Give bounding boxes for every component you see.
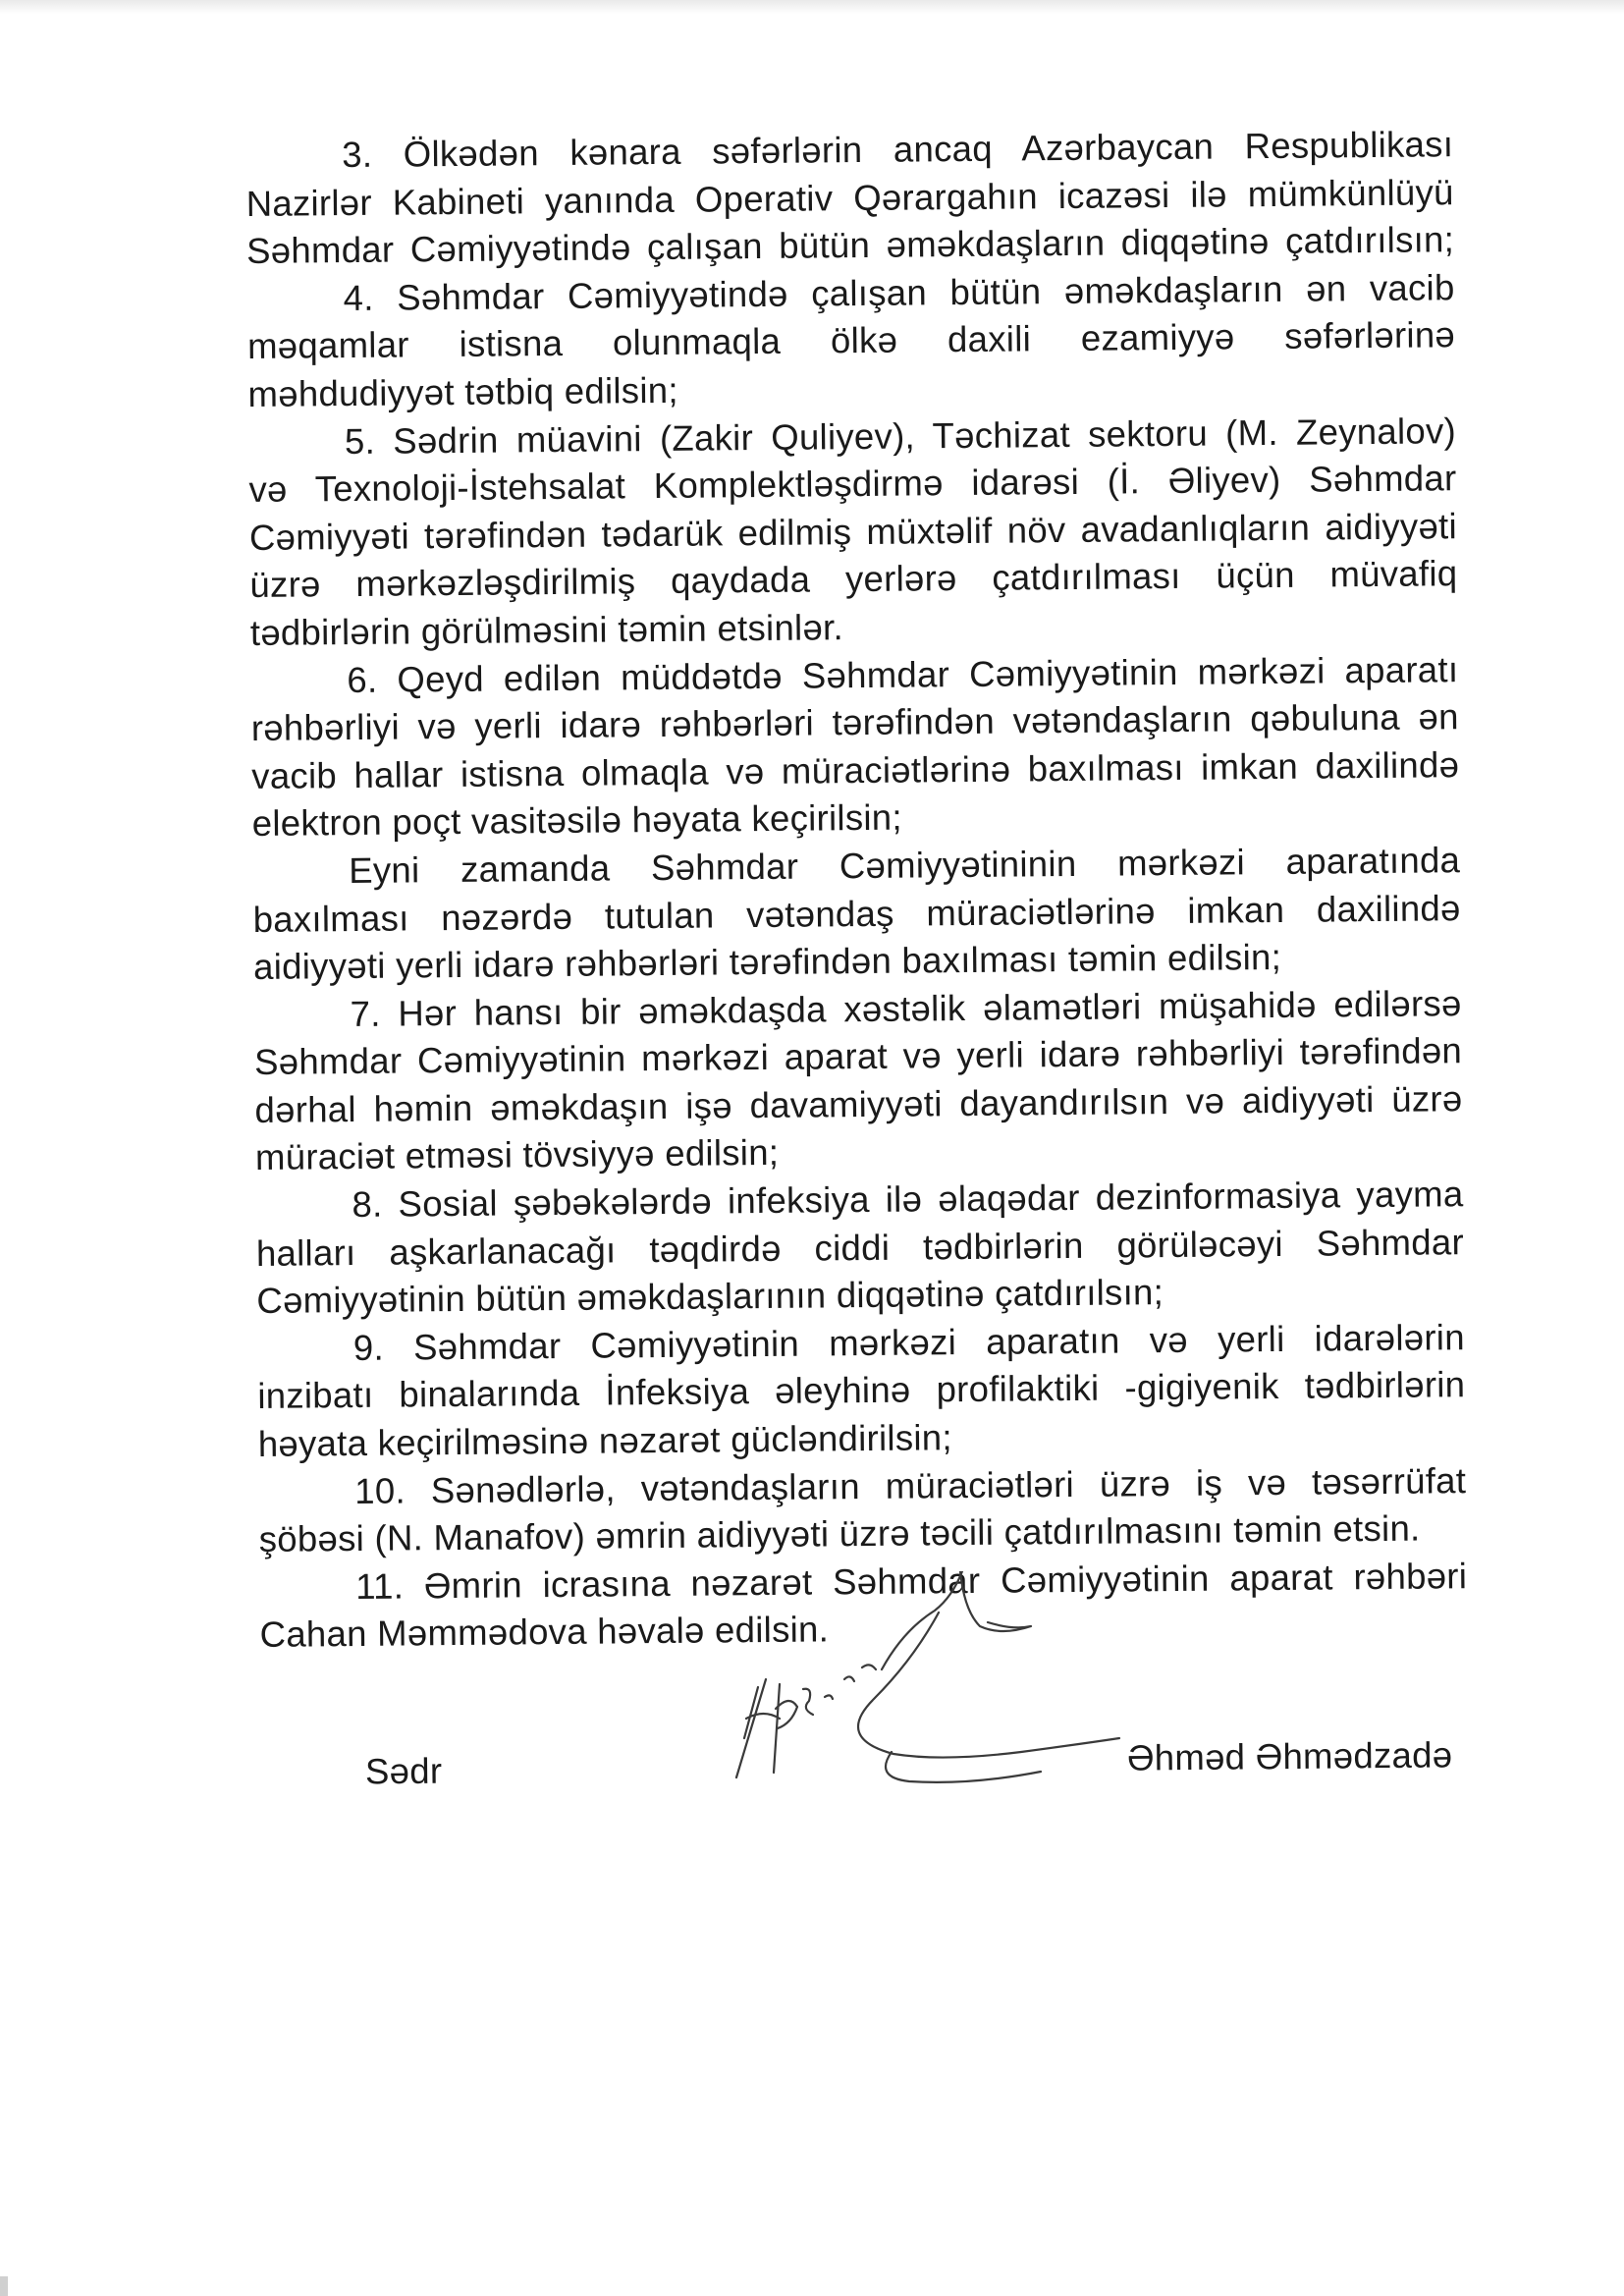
scan-shadow-top [0, 0, 1624, 14]
paragraph-item-5 [248, 408, 1458, 658]
paragraph-item-9 [257, 1314, 1466, 1469]
text-line: və Texnoloji-İstehsalat Komplektləşdirmə idarəsi (İ. Əliyev) Səhmdar [248, 458, 1457, 511]
handwritten-signature [707, 1571, 1178, 1827]
text-line: 3. Ölkədən kənara səfərlərin ancaq Azərbaycan Respublikası [342, 124, 1454, 176]
signatory-title: Sədr [364, 1750, 443, 1792]
text-line: şöbəsi (N. Manafov) əmrin aidiyyəti üzrə təcili çatdırılmasını təmin etsin. [258, 1507, 1421, 1560]
signatory-name: Əhməd Əhmədzadə [1126, 1734, 1453, 1778]
text-line: 9. Səhmdar Cəmiyyətinin mərkəzi aparatın və yerli idarələrin [352, 1316, 1466, 1368]
text-line: Səhmdar Cəmiyyətində çalışan bütün əməkdaşların diqqətinə çatdırılsın; [245, 219, 1455, 272]
text-line: 8. Sosial şəbəkələrdə infeksiya ilə əlaqədar dezinformasiya yayma [352, 1174, 1464, 1226]
text-line: inzibatı binalarında İnfeksiya əleyhinə profilaktiki -gigiyenik tədbirlərin [257, 1364, 1466, 1417]
text-line: baxılması nəzərdə tutulan vətəndaş müraciətlərinə imkan daxilində [252, 887, 1461, 940]
text-line: vacib hallar istisna olmaqla və müraciətlərinə baxılması imkan daxilində [251, 743, 1460, 796]
text-line: dərhal həmin əməkdaşın işə davamiyyəti dayandırılsın və aidiyyəti üzrə [254, 1078, 1463, 1130]
paragraph-item-3 [245, 121, 1454, 276]
paragraph-item-4 [246, 264, 1455, 419]
text-line: həyata keçirilməsinə nəzarət gücləndirilsin; [257, 1417, 953, 1464]
text-line: rəhbərliyi və yerli idarə rəhbərləri tərəfindən vətəndaşların qəbuluna ən [250, 696, 1459, 749]
paragraph-item-6-continued [252, 837, 1461, 992]
text-line: Eyni zamanda Səhmdar Cəmiyyətininin mərkəzi aparatında [349, 840, 1461, 891]
text-line: Cəmiyyəti tərəfindən tədarük edilmiş müxtəlif növ avadanlıqların aidiyyəti [248, 505, 1458, 558]
text-line: müraciət etməsi tövsiyyə edilsin; [254, 1132, 780, 1178]
scan-corner-mark [0, 2276, 8, 2296]
text-line: 6. Qeyd edilən müddətdə Səhmdar Cəmiyyətinin mərkəzi aparatı [347, 648, 1459, 700]
text-line: aidiyyəti yerli idarə rəhbərləri tərəfindən baxılması təmin edilsin; [252, 937, 1282, 988]
text-line: Səhmdar Cəmiyyətinin mərkəzi aparat və yerli idarə rəhbərliyi tərəfindən [253, 1030, 1463, 1083]
document-body [245, 121, 1468, 1660]
paragraph-item-10 [258, 1457, 1467, 1564]
paragraph-item-6 [250, 646, 1460, 848]
text-line: 7. Hər hansı bir əməkdaşda xəstəlik əlamətləri müşahidə edilərsə [350, 982, 1462, 1034]
text-line: 10. Sənədlərlə, vətəndaşların müraciətləri üzrə iş və təsərrüfat [354, 1459, 1467, 1511]
text-line: məhdudiyyət tətbiq edilsin; [247, 369, 678, 414]
text-line: Nazirlər Kabineti yanında Operativ Qərargahın icazəsi ilə mümkünlüyü [245, 171, 1454, 224]
paragraph-item-8 [255, 1171, 1464, 1326]
text-line: halları aşkarlanacağı təqdirdə ciddi tədbirlərin görüləcəyi Səhmdar [255, 1221, 1465, 1274]
text-line: məqamlar istisna olunmaqla ölkə daxili ezamiyyə səfərlərinə [246, 314, 1456, 367]
text-line: üzrə mərkəzləşdirilmiş qaydada yerlərə çatdırılması üçün müvafiq [249, 553, 1458, 606]
text-line: 4. Səhmdar Cəmiyyətində çalışan bütün əməkdaşların ən vacib [343, 266, 1455, 318]
text-line: tədbirlərin görülməsini təmin etsinlər. [249, 607, 844, 653]
text-line: Cahan Məmmədova həvalə edilsin. [259, 1609, 830, 1656]
text-line: 11. Əmrin icrasına nəzarət Səhmdar Cəmiyyətinin aparat rəhbəri [355, 1555, 1468, 1607]
text-line: Cəmiyyətinin bütün əməkdaşlarının diqqətinə çatdırılsın; [256, 1272, 1164, 1322]
text-line: 5. Sədrin müavini (Zakir Quliyev), Təchizat sektoru (M. Zeynalov) [344, 410, 1457, 462]
paragraph-item-7 [253, 980, 1463, 1182]
text-line: elektron poçt vasitəsilə həyata keçirilsin; [251, 796, 903, 845]
